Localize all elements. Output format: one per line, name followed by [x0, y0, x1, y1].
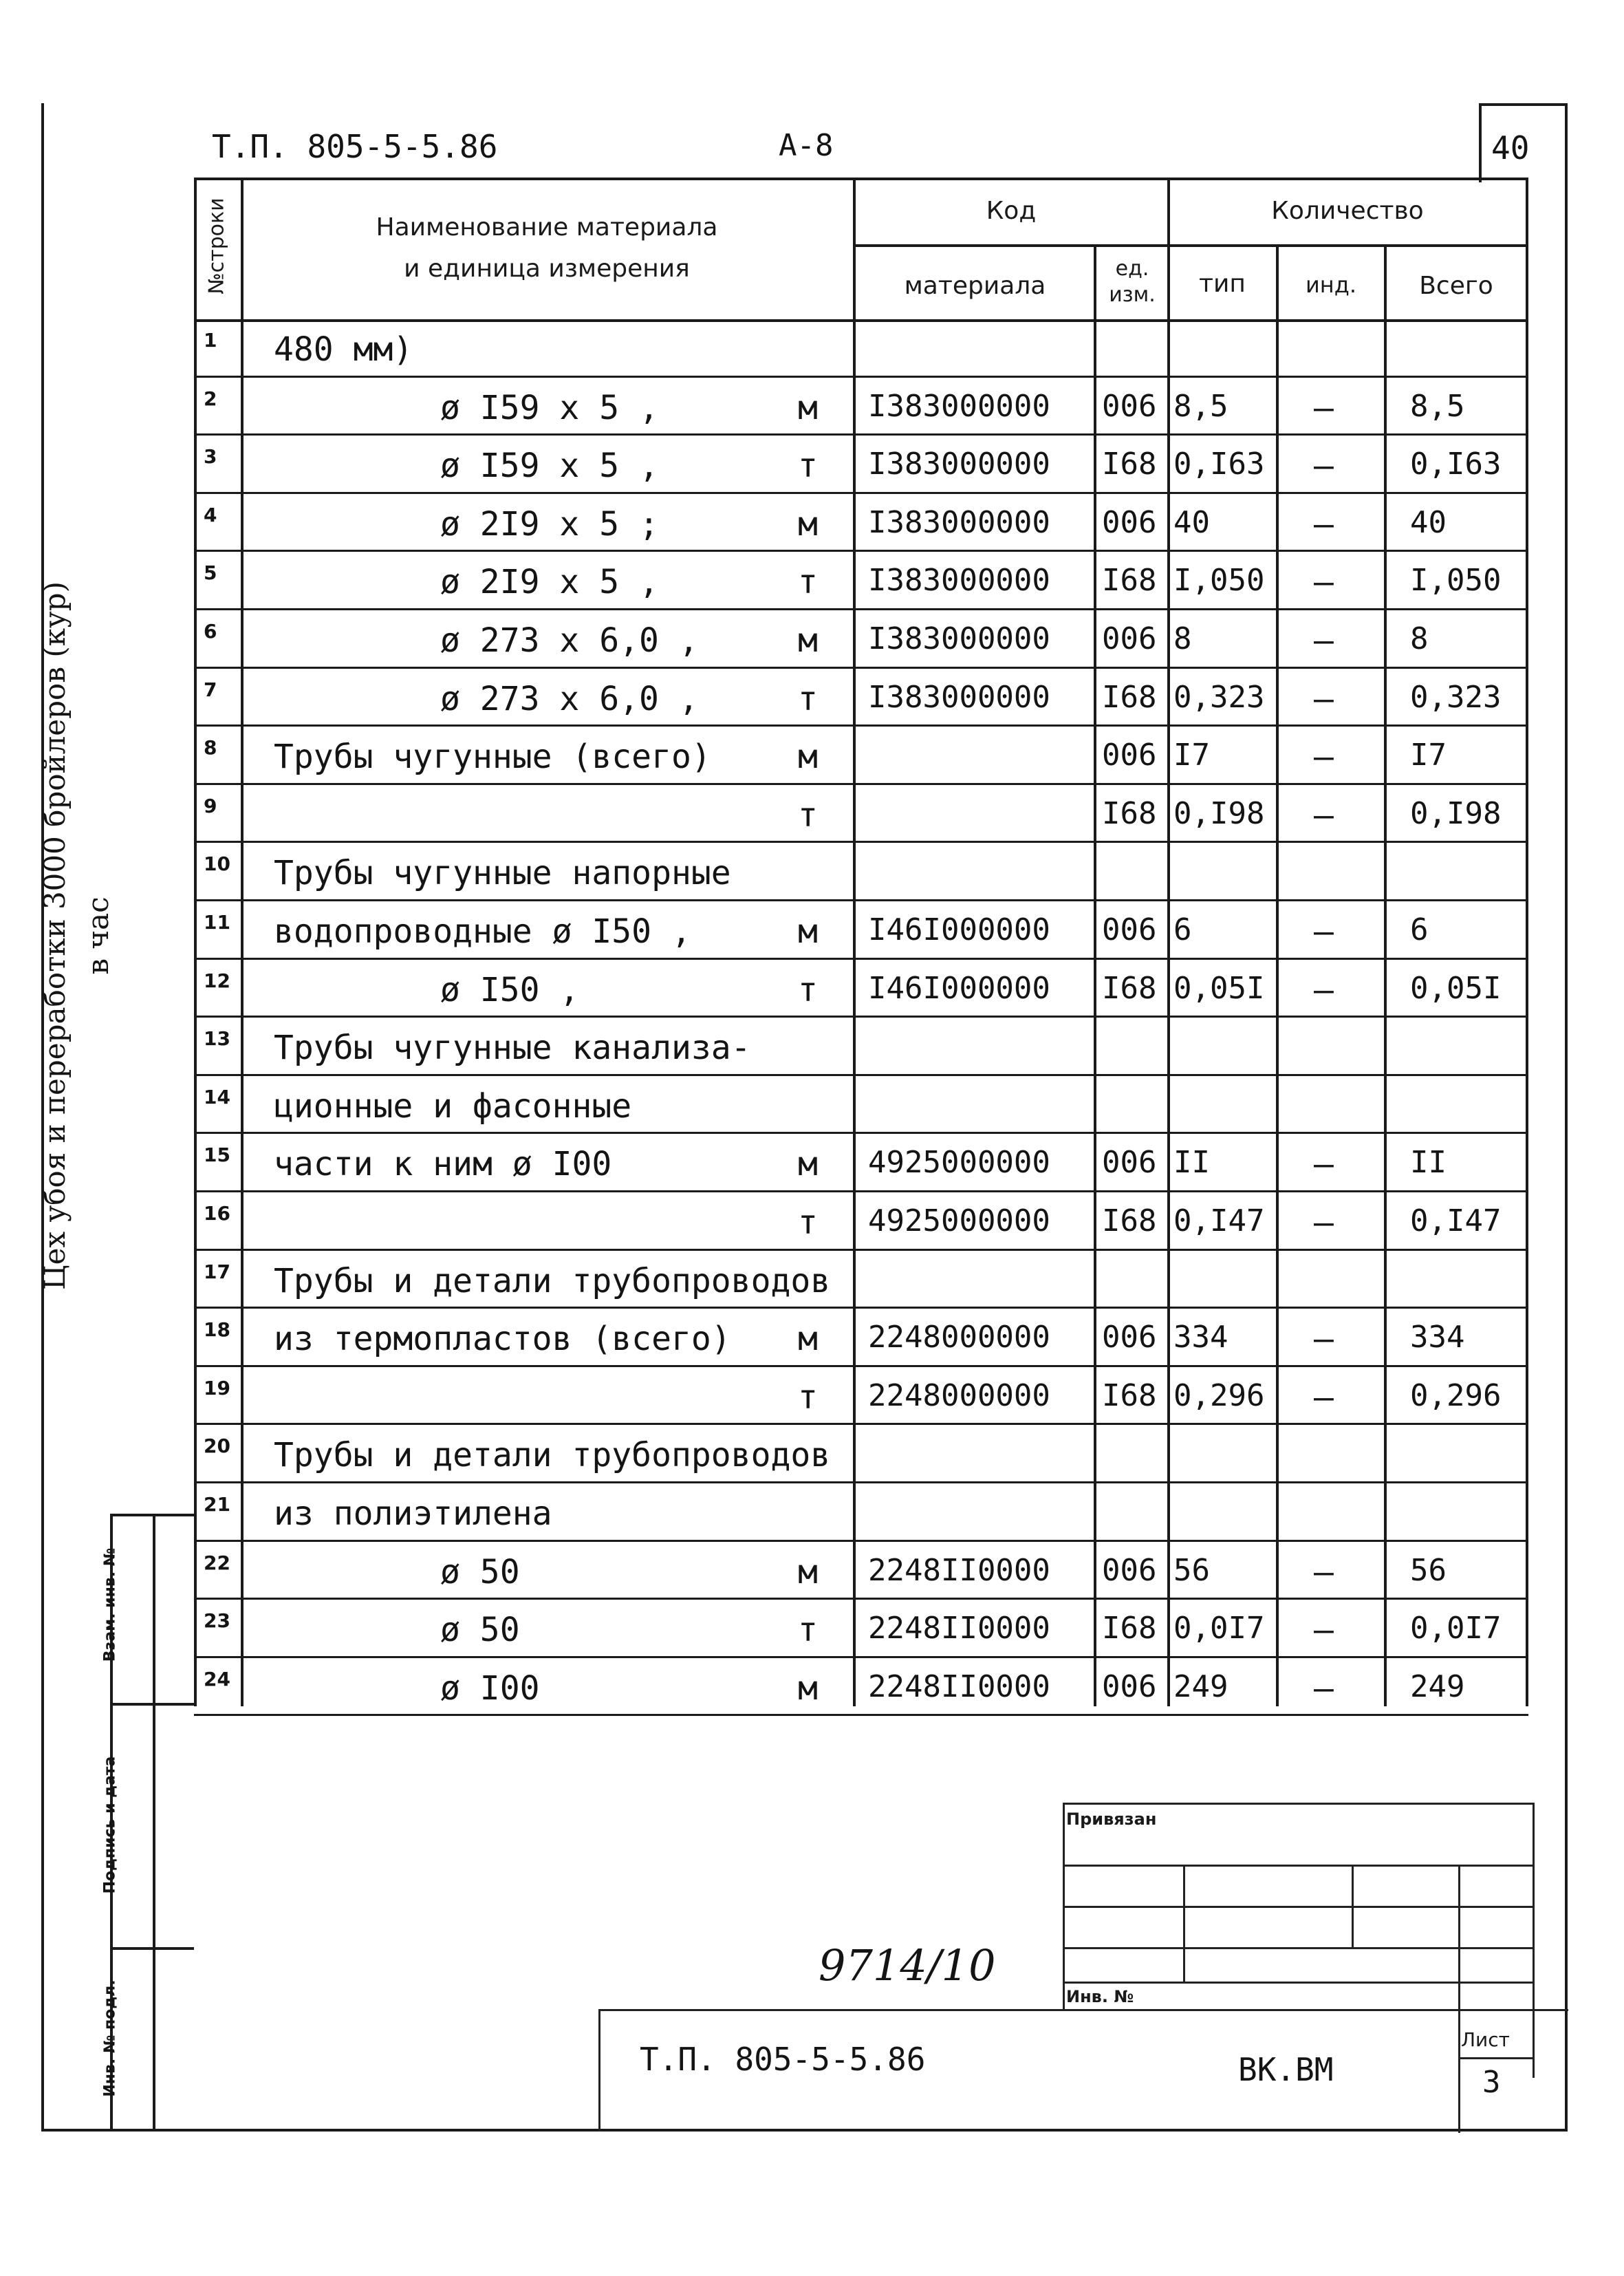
qty-total: 40 — [1410, 504, 1447, 540]
row-number: 8 — [204, 736, 217, 760]
qty-total: 0,323 — [1410, 679, 1502, 715]
col-qty-ind: инд. — [1305, 272, 1356, 298]
qty-type: 6 — [1173, 912, 1192, 947]
material-name: ø 2I9 x 5 ; — [440, 504, 659, 544]
col-code-unit: ед. изм. — [1109, 257, 1156, 307]
material-name: ø 50 — [440, 1552, 520, 1591]
qty-total: 0,296 — [1410, 1377, 1502, 1413]
stamp-inv: Инв. № подл. — [101, 1979, 119, 2097]
material-code: I383000000 — [868, 621, 1050, 656]
qty-ind: – — [1314, 1668, 1334, 1708]
unit: м — [798, 1668, 818, 1708]
unit: м — [798, 738, 818, 777]
col-qty-type: тип — [1199, 270, 1246, 298]
row-number: 22 — [204, 1551, 230, 1574]
row-number: 21 — [204, 1493, 230, 1516]
material-name: ø 273 x 6,0 , — [440, 679, 699, 718]
stamp-privyazan: Привязан — [1066, 1810, 1157, 1829]
material-name: Трубы и детали трубопроводов — [274, 1261, 831, 1300]
row-number: 1 — [204, 329, 217, 352]
qty-total: I,050 — [1410, 563, 1502, 599]
unit-code: 006 — [1102, 1668, 1157, 1704]
stamp-vzam: Взам. инв. № — [101, 1547, 119, 1662]
row-number: 14 — [204, 1085, 230, 1108]
qty-type: 40 — [1173, 504, 1210, 540]
unit: т — [798, 447, 818, 486]
material-code: I383000000 — [868, 679, 1050, 715]
unit: т — [798, 795, 818, 835]
page-number: 40 — [1491, 129, 1530, 167]
qty-ind: – — [1314, 1611, 1334, 1650]
qty-total: 334 — [1410, 1320, 1465, 1355]
qty-type: 0,I47 — [1173, 1203, 1265, 1238]
material-name: Трубы чугунные (всего) — [274, 738, 711, 777]
qty-type: 0,0I7 — [1173, 1611, 1265, 1646]
row-number: 17 — [204, 1260, 230, 1283]
col-code: Код — [986, 197, 1037, 225]
qty-type: 56 — [1173, 1552, 1210, 1588]
col-name-line2: и единица измерения — [404, 255, 690, 283]
qty-type: 249 — [1173, 1668, 1228, 1704]
row-number: 6 — [204, 620, 217, 643]
row-number: 13 — [204, 1027, 230, 1051]
material-code: I46I000000 — [868, 970, 1050, 1006]
material-name: водопроводные ø I50 , — [274, 912, 691, 951]
row-number: 18 — [204, 1318, 230, 1342]
qty-total: II — [1410, 1145, 1447, 1181]
material-code: I46I000000 — [868, 912, 1050, 947]
stamp-sign: Подпись и дата — [101, 1756, 119, 1894]
stamp-mark: ВК.ВМ — [1238, 2051, 1334, 2088]
qty-ind: – — [1314, 563, 1334, 602]
col-row-no: №строки — [204, 197, 229, 294]
col-qty-total: Всего — [1419, 272, 1493, 300]
material-name: Трубы чугунные напорные — [274, 854, 731, 893]
material-name: 480 мм) — [274, 330, 413, 369]
header-album: А-8 — [779, 128, 834, 163]
unit-code: 006 — [1102, 912, 1157, 947]
qty-ind: – — [1314, 621, 1334, 660]
row-number: 24 — [204, 1667, 230, 1690]
qty-type: I,050 — [1173, 563, 1265, 599]
unit: м — [798, 388, 818, 427]
qty-type: 334 — [1173, 1320, 1228, 1355]
qty-type: 0,05I — [1173, 970, 1265, 1006]
unit-code: 006 — [1102, 504, 1157, 540]
qty-ind: – — [1314, 970, 1334, 1009]
qty-type: 8,5 — [1173, 388, 1228, 424]
row-number: 16 — [204, 1202, 230, 1225]
unit-code: I68 — [1102, 1611, 1157, 1646]
row-number: 9 — [204, 794, 217, 817]
qty-total: 56 — [1410, 1552, 1447, 1588]
unit: т — [798, 563, 818, 602]
unit: м — [798, 621, 818, 660]
row-number: 23 — [204, 1609, 230, 1633]
material-name: ø I59 x 5 , — [440, 447, 659, 486]
qty-total: 8 — [1410, 621, 1429, 656]
material-name: Трубы и детали трубопроводов — [274, 1436, 831, 1475]
row-number: 7 — [204, 678, 217, 701]
unit-code: I68 — [1102, 970, 1157, 1006]
qty-ind: – — [1314, 1377, 1334, 1417]
unit-code: 006 — [1102, 738, 1157, 773]
unit-code: I68 — [1102, 1377, 1157, 1413]
unit: м — [798, 912, 818, 951]
material-code: I383000000 — [868, 563, 1050, 599]
material-name: ционные и фасонные — [274, 1086, 632, 1126]
material-name: из полиэтилена — [274, 1494, 552, 1533]
qty-ind: – — [1314, 388, 1334, 427]
qty-ind: – — [1314, 738, 1334, 777]
qty-type: 8 — [1173, 621, 1192, 656]
qty-total: 8,5 — [1410, 388, 1465, 424]
qty-ind: – — [1314, 504, 1334, 544]
material-code: 2248II0000 — [868, 1611, 1050, 1646]
material-code: I383000000 — [868, 388, 1050, 424]
qty-total: 0,0I7 — [1410, 1611, 1502, 1646]
material-code: 2248II0000 — [868, 1552, 1050, 1588]
side-title-line2: в час — [81, 897, 115, 975]
material-name: части к ним ø I00 — [274, 1145, 612, 1184]
material-name: ø I59 x 5 , — [440, 388, 659, 427]
stamp-sheet-label: Лист — [1461, 2028, 1510, 2051]
unit-code: I68 — [1102, 563, 1157, 599]
qty-total: 0,05I — [1410, 970, 1502, 1006]
qty-total: 6 — [1410, 912, 1429, 947]
unit: т — [798, 679, 818, 718]
unit: т — [798, 1377, 818, 1417]
row-number: 11 — [204, 911, 230, 934]
unit-code: 006 — [1102, 1552, 1157, 1588]
row-number: 3 — [204, 445, 217, 469]
material-code: 2248II0000 — [868, 1668, 1050, 1704]
row-number: 15 — [204, 1144, 230, 1167]
qty-ind: – — [1314, 1552, 1334, 1591]
qty-ind: – — [1314, 1203, 1334, 1242]
row-number: 19 — [204, 1376, 230, 1399]
material-name: Трубы чугунные канализа- — [274, 1029, 751, 1068]
material-name: из термопластов (всего) — [274, 1320, 731, 1359]
qty-type: 0,296 — [1173, 1377, 1265, 1413]
qty-ind: – — [1314, 795, 1334, 835]
qty-total: 0,I63 — [1410, 447, 1502, 482]
material-code: 2248000000 — [868, 1377, 1050, 1413]
qty-type: 0,323 — [1173, 679, 1265, 715]
qty-type: 0,I98 — [1173, 795, 1265, 831]
row-number: 5 — [204, 561, 217, 585]
unit-code: 006 — [1102, 1320, 1157, 1355]
material-name: ø 273 x 6,0 , — [440, 621, 699, 660]
row-number: 10 — [204, 852, 230, 876]
material-name: ø I00 — [440, 1668, 540, 1708]
unit-code: 006 — [1102, 621, 1157, 656]
material-code: 4925000000 — [868, 1145, 1050, 1181]
unit-code: 006 — [1102, 1145, 1157, 1181]
unit: т — [798, 970, 818, 1009]
stamp-inv-no: Инв. № — [1066, 1987, 1134, 2006]
unit: м — [798, 1320, 818, 1359]
material-name: ø 50 — [440, 1611, 520, 1650]
header-doc-code: Т.П. 805-5-5.86 — [212, 128, 498, 165]
unit-code: I68 — [1102, 447, 1157, 482]
qty-type: I7 — [1173, 738, 1210, 773]
row-number: 2 — [204, 387, 217, 410]
stamp-sheet-number: 3 — [1482, 2065, 1501, 2100]
material-code: I383000000 — [868, 447, 1050, 482]
unit-code: I68 — [1102, 795, 1157, 831]
qty-type: 0,I63 — [1173, 447, 1265, 482]
unit: м — [798, 1552, 818, 1591]
material-name: ø I50 , — [440, 970, 580, 1009]
qty-total: I7 — [1410, 738, 1447, 773]
material-code: I383000000 — [868, 504, 1050, 540]
unit: м — [798, 504, 818, 544]
side-title — [38, 506, 120, 1366]
unit: т — [798, 1203, 818, 1242]
unit: т — [798, 1611, 818, 1650]
col-name-line1: Наименование материала — [376, 213, 718, 241]
stamp-doc-code: Т.П. 805-5-5.86 — [640, 2041, 926, 2078]
handwritten-number: 9714/10 — [819, 1940, 996, 1990]
unit: м — [798, 1145, 818, 1184]
qty-ind: – — [1314, 679, 1334, 718]
row-number: 4 — [204, 503, 217, 526]
qty-total: 249 — [1410, 1668, 1465, 1704]
unit-code: I68 — [1102, 679, 1157, 715]
row-number: 12 — [204, 969, 230, 992]
material-code: 4925000000 — [868, 1203, 1050, 1238]
qty-ind: – — [1314, 447, 1334, 486]
unit-code: 006 — [1102, 388, 1157, 424]
qty-ind: – — [1314, 1145, 1334, 1184]
qty-type: II — [1173, 1145, 1210, 1181]
qty-total: 0,I47 — [1410, 1203, 1502, 1238]
material-code: 2248000000 — [868, 1320, 1050, 1355]
unit-code: I68 — [1102, 1203, 1157, 1238]
qty-ind: – — [1314, 1320, 1334, 1359]
row-number: 20 — [204, 1435, 230, 1458]
col-code-material: материала — [904, 272, 1046, 300]
side-title-line1: Цех убоя и переработки 3000 бройлеров (кур) — [38, 581, 72, 1290]
material-name: ø 2I9 x 5 , — [440, 563, 659, 602]
col-quantity: Количество — [1271, 197, 1424, 225]
qty-total: 0,I98 — [1410, 795, 1502, 831]
qty-ind: – — [1314, 912, 1334, 951]
